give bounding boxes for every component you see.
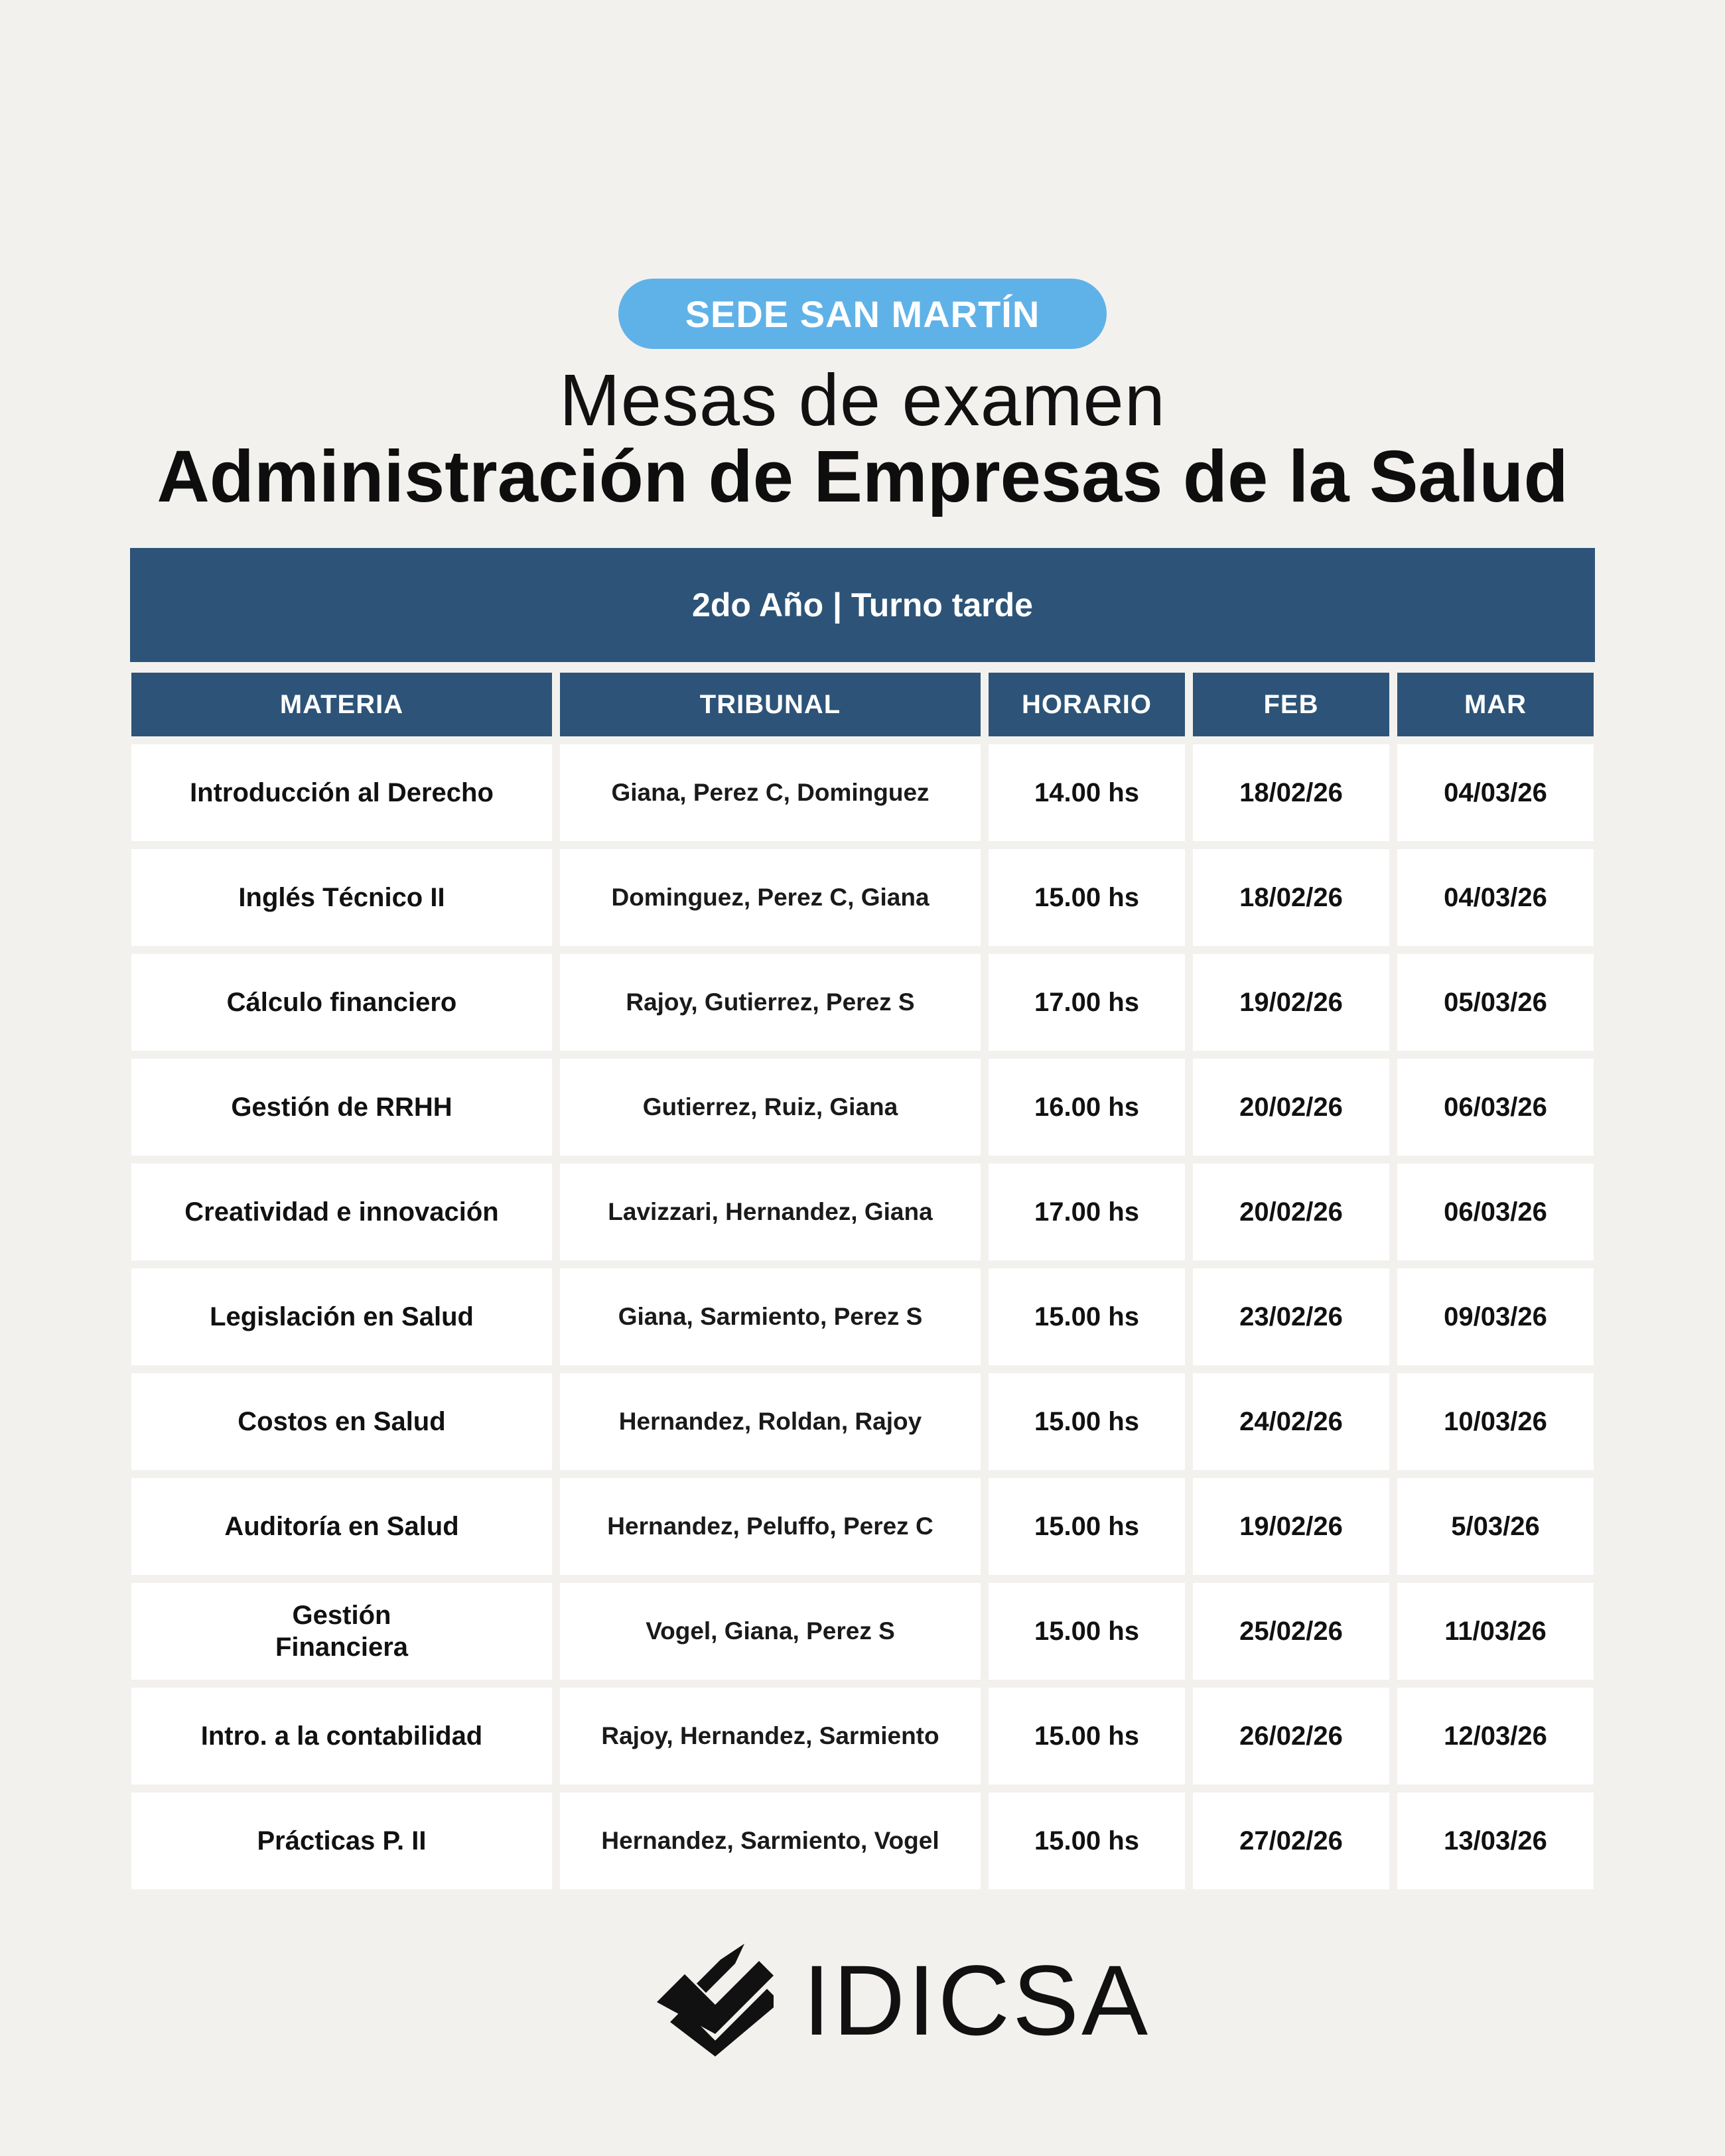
column-header-feb: FEB bbox=[1193, 673, 1389, 736]
cell-feb: 20/02/26 bbox=[1193, 1059, 1389, 1156]
cell-tribunal: Hernandez, Peluffo, Perez C bbox=[560, 1478, 981, 1575]
cell-mar: 13/03/26 bbox=[1397, 1792, 1594, 1889]
cell-feb: 27/02/26 bbox=[1193, 1792, 1389, 1889]
cell-mar: 06/03/26 bbox=[1397, 1059, 1594, 1156]
column-header-mar: MAR bbox=[1397, 673, 1594, 736]
column-header-horario: HORARIO bbox=[989, 673, 1185, 736]
cell-mar: 10/03/26 bbox=[1397, 1373, 1594, 1470]
cell-materia: Introducción al Derecho bbox=[131, 744, 552, 841]
cell-tribunal: Giana, Perez C, Dominguez bbox=[560, 744, 981, 841]
cell-horario: 15.00 hs bbox=[989, 1792, 1185, 1889]
cell-materia: Intro. a la contabilidad bbox=[131, 1688, 552, 1785]
cell-mar: 04/03/26 bbox=[1397, 744, 1594, 841]
cell-horario: 17.00 hs bbox=[989, 954, 1185, 1051]
page-title: Mesas de examen bbox=[559, 360, 1166, 441]
column-header-tribunal: TRIBUNAL bbox=[560, 673, 981, 736]
cell-materia: Creatividad e innovación bbox=[131, 1164, 552, 1260]
cell-materia: Legislación en Salud bbox=[131, 1268, 552, 1365]
cell-mar: 06/03/26 bbox=[1397, 1164, 1594, 1260]
cell-feb: 23/02/26 bbox=[1193, 1268, 1389, 1365]
cell-tribunal: Giana, Sarmiento, Perez S bbox=[560, 1268, 981, 1365]
logo-text: IDICSA bbox=[803, 1944, 1151, 2056]
cell-feb: 18/02/26 bbox=[1193, 744, 1389, 841]
table-title: 2do Año | Turno tarde bbox=[130, 548, 1595, 662]
cell-feb: 24/02/26 bbox=[1193, 1373, 1389, 1470]
program-title: Administración de Empresas de la Salud bbox=[157, 436, 1568, 517]
cell-mar: 09/03/26 bbox=[1397, 1268, 1594, 1365]
cell-mar: 04/03/26 bbox=[1397, 849, 1594, 946]
idicsa-checkmark-logo-icon bbox=[657, 1944, 774, 2056]
column-headers bbox=[131, 673, 1594, 736]
idicsa-logo bbox=[657, 1944, 1150, 2056]
cell-mar: 12/03/26 bbox=[1397, 1688, 1594, 1785]
cell-horario: 15.00 hs bbox=[989, 1688, 1185, 1785]
cell-feb: 19/02/26 bbox=[1193, 1478, 1389, 1575]
cell-tribunal: Hernandez, Roldan, Rajoy bbox=[560, 1373, 981, 1470]
cell-materia: Inglés Técnico II bbox=[131, 849, 552, 946]
cell-feb: 20/02/26 bbox=[1193, 1164, 1389, 1260]
cell-materia: Gestión de RRHH bbox=[131, 1059, 552, 1156]
cell-tribunal: Rajoy, Gutierrez, Perez S bbox=[560, 954, 981, 1051]
cell-tribunal: Rajoy, Hernandez, Sarmiento bbox=[560, 1688, 981, 1785]
cell-feb: 25/02/26 bbox=[1193, 1583, 1389, 1680]
cell-tribunal: Dominguez, Perez C, Giana bbox=[560, 849, 981, 946]
schedule-table-body bbox=[131, 744, 1594, 1889]
cell-mar: 05/03/26 bbox=[1397, 954, 1594, 1051]
cell-tribunal: Vogel, Giana, Perez S bbox=[560, 1583, 981, 1680]
cell-feb: 26/02/26 bbox=[1193, 1688, 1389, 1785]
cell-mar: 5/03/26 bbox=[1397, 1478, 1594, 1575]
cell-feb: 18/02/26 bbox=[1193, 849, 1389, 946]
cell-materia: Cálculo financiero bbox=[131, 954, 552, 1051]
cell-horario: 15.00 hs bbox=[989, 1268, 1185, 1365]
cell-horario: 17.00 hs bbox=[989, 1164, 1185, 1260]
cell-materia: Prácticas P. II bbox=[131, 1792, 552, 1889]
cell-materia: Auditoría en Salud bbox=[131, 1478, 552, 1575]
cell-horario: 16.00 hs bbox=[989, 1059, 1185, 1156]
cell-feb: 19/02/26 bbox=[1193, 954, 1389, 1051]
cell-tribunal: Hernandez, Sarmiento, Vogel bbox=[560, 1792, 981, 1889]
cell-horario: 14.00 hs bbox=[989, 744, 1185, 841]
cell-tribunal: Gutierrez, Ruiz, Giana bbox=[560, 1059, 981, 1156]
cell-materia: Costos en Salud bbox=[131, 1373, 552, 1470]
column-header-materia: MATERIA bbox=[131, 673, 552, 736]
campus-badge: SEDE SAN MARTÍN bbox=[618, 279, 1107, 349]
cell-horario: 15.00 hs bbox=[989, 1583, 1185, 1680]
cell-mar: 11/03/26 bbox=[1397, 1583, 1594, 1680]
cell-horario: 15.00 hs bbox=[989, 1373, 1185, 1470]
cell-materia: Gestión Financiera bbox=[131, 1583, 552, 1680]
cell-horario: 15.00 hs bbox=[989, 1478, 1185, 1575]
cell-horario: 15.00 hs bbox=[989, 849, 1185, 946]
cell-tribunal: Lavizzari, Hernandez, Giana bbox=[560, 1164, 981, 1260]
